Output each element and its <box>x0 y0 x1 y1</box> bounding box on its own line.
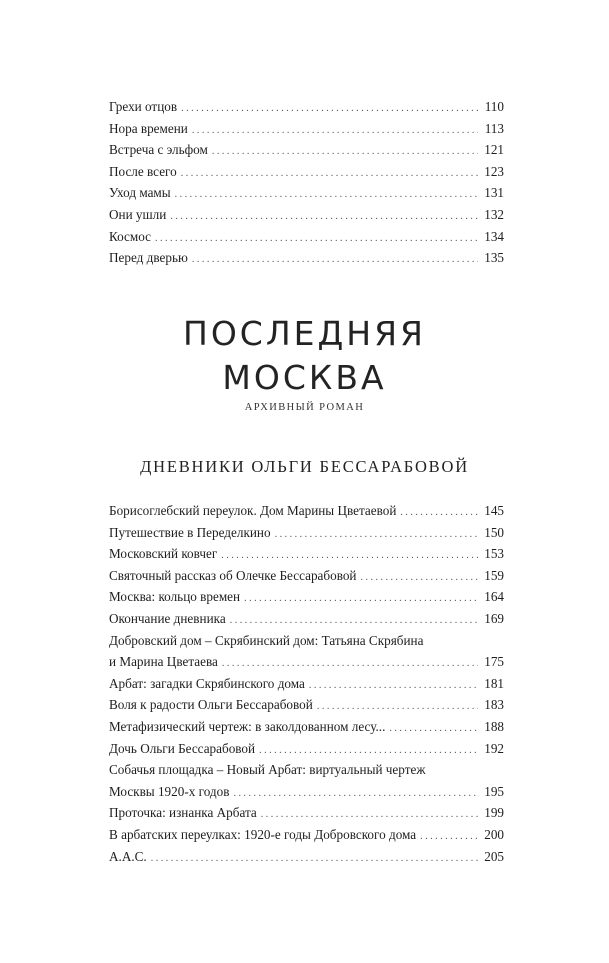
dot-leader <box>192 249 478 271</box>
dot-leader <box>170 206 478 228</box>
toc-entry <box>109 543 504 565</box>
toc-entry-title: Проточка: изнанка Арбата <box>109 805 257 821</box>
toc-entry-page: 181 <box>484 675 504 691</box>
toc-entry <box>109 226 504 248</box>
toc-entry-page: 134 <box>484 228 504 244</box>
toc-entry-page: 183 <box>484 697 504 713</box>
toc-entry <box>109 204 504 226</box>
toc-entry-title: Арбат: загадки Скрябинского дома <box>109 675 305 691</box>
dot-leader <box>244 588 478 610</box>
toc-entry-page: 135 <box>484 250 504 266</box>
toc-entry-title: Окончание дневника <box>109 610 226 626</box>
toc-entry-title: Метафизический чертеж: в заколдованном лесу... <box>109 718 386 734</box>
toc-entry-page: 113 <box>484 120 504 136</box>
book-title-block <box>0 312 609 413</box>
toc-entry <box>109 247 504 269</box>
book-title-line-1: ПОСЛЕДНЯЯ <box>183 314 426 353</box>
toc-entry <box>109 565 504 587</box>
toc-entry-page: 200 <box>484 826 504 842</box>
toc-entry-title: Воля к радости Ольги Бессарабовой <box>109 697 313 713</box>
toc-entry-page: 199 <box>484 805 504 821</box>
toc-entry-title: Москвы 1920-х годов <box>109 783 230 799</box>
toc-entry-page: 159 <box>484 567 504 583</box>
toc-entry <box>109 738 504 760</box>
toc-entry-title: Грехи отцов <box>109 99 178 114</box>
toc-entry-page: 153 <box>484 546 504 562</box>
toc-entry-title: После всего <box>109 163 177 179</box>
toc-entry-title: А.А.С. <box>109 848 147 864</box>
toc-entry <box>109 824 504 846</box>
toc-entry-title: Борисоглебский переулок. Дом Марины Цветаевой <box>109 503 397 518</box>
toc-entry-page: 205 <box>484 848 504 864</box>
toc-entry-title: Московский ковчег <box>109 546 218 562</box>
toc-entry <box>109 608 504 630</box>
dot-leader <box>233 783 478 805</box>
dot-leader <box>360 567 478 589</box>
toc-entry-page: 110 <box>484 99 504 114</box>
toc-entry <box>109 673 504 695</box>
dot-leader <box>181 98 478 120</box>
dot-leader <box>261 804 478 826</box>
toc-entry-title: Они ушли <box>109 206 167 222</box>
toc-entry-page: 123 <box>484 163 504 179</box>
toc-entry-page: 121 <box>484 142 504 158</box>
dot-leader <box>400 502 478 524</box>
dot-leader <box>222 653 478 675</box>
toc-entry <box>109 802 504 824</box>
toc-entry <box>109 500 504 522</box>
toc-entry-title: Москва: кольцо времен <box>109 589 241 605</box>
toc-entry-page: 188 <box>484 718 504 734</box>
toc-entry <box>109 118 504 140</box>
toc-entry <box>109 139 504 161</box>
book-title-line-2: МОСКВА <box>222 358 387 397</box>
toc-entry-title: Дочь Ольги Бессарабовой <box>109 740 256 756</box>
toc-entry-page: 175 <box>484 654 504 670</box>
toc-bottom-list <box>109 500 504 867</box>
toc-entry <box>109 161 504 183</box>
toc-entry <box>109 586 504 608</box>
toc-entry-title-first-line: Собачья площадка – Новый Арбат: виртуальный чертеж <box>109 762 426 778</box>
toc-top-list <box>109 96 504 269</box>
toc-entry <box>109 182 504 204</box>
toc-entry-title: Святочный рассказ об Олечке Бессарабовой <box>109 567 357 583</box>
dot-leader <box>192 120 478 142</box>
toc-entry-page: 131 <box>484 185 504 201</box>
toc-entry-title-first-line: Добровский дом – Скрябинский дом: Татьяна Скрябина <box>109 632 424 648</box>
dot-leader <box>389 718 478 740</box>
toc-entry <box>109 781 504 803</box>
dot-leader <box>230 610 478 632</box>
dot-leader <box>275 524 478 546</box>
book-subtitle: АРХИВНЫЙ РОМАН <box>244 402 365 413</box>
toc-entry-page: 195 <box>484 783 504 799</box>
dot-leader <box>317 696 478 718</box>
toc-entry <box>109 716 504 738</box>
toc-entry-page: 150 <box>484 524 504 540</box>
dot-leader <box>309 675 478 697</box>
toc-entry-title: Нора времени <box>109 120 188 136</box>
dot-leader <box>175 184 478 206</box>
dot-leader <box>420 826 478 848</box>
toc-entry-title: Перед дверью <box>109 250 188 266</box>
toc-entry <box>109 651 504 673</box>
dot-leader <box>259 740 478 762</box>
toc-entry-page: 192 <box>484 740 504 756</box>
toc-entry-title: В арбатских переулках: 1920-е годы Добровского дома <box>109 826 417 842</box>
toc-entry-title: и Марина Цветаева <box>109 654 218 670</box>
toc-entry <box>109 522 504 544</box>
toc-entry <box>109 694 504 716</box>
toc-entry-title: Уход мамы <box>109 185 171 201</box>
dot-leader <box>151 848 478 870</box>
toc-entry-page: 132 <box>484 206 504 222</box>
toc-entry-title: Путешествие в Переделкино <box>109 524 271 540</box>
toc-entry-page: 145 <box>484 503 504 518</box>
toc-entry-title: Космос <box>109 228 152 244</box>
dot-leader <box>155 228 478 250</box>
toc-entry-title: Встреча с эльфом <box>109 142 208 158</box>
dot-leader <box>212 141 478 163</box>
dot-leader <box>221 545 478 567</box>
toc-entry-page: 169 <box>484 610 504 626</box>
toc-entry-page: 164 <box>484 589 504 605</box>
section-heading: ДНЕВНИКИ ОЛЬГИ БЕССАРАБОВОЙ <box>140 457 469 476</box>
toc-entry <box>109 846 504 868</box>
dot-leader <box>181 163 478 185</box>
toc-entry <box>109 96 504 118</box>
